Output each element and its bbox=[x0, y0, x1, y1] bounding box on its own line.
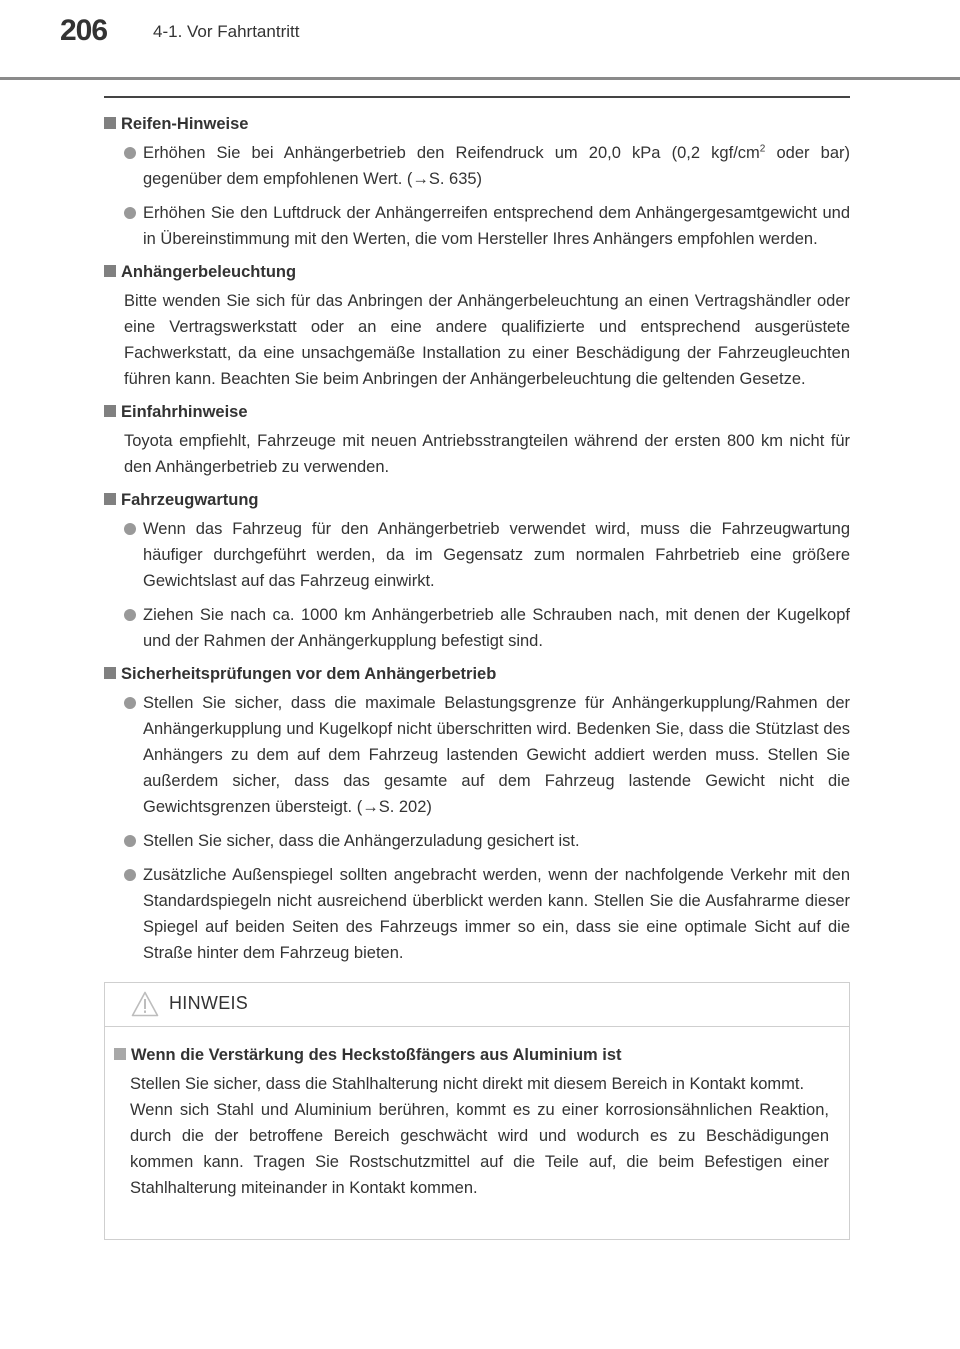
list-item: Ziehen Sie nach ca. 1000 km Anhängerbetrieb alle Schrauben nach, mit denen der Kugelkopf und der Rahmen der Anhängerkupplung befestigt sind. bbox=[104, 602, 850, 654]
list-item: Zusätzliche Außenspiegel sollten angebracht werden, wenn der nachfolgende Verkehr mit den Standardspiegeln nicht ausreichend überblickt werden kann. Stellen Sie die Ausfahrarme dieser Spiegel auf beiden Seiten des Fahrzeugs immer so ein, dass sie eine optimale Sicht auf die Straße hinter dem Fahrzeug bieten. bbox=[104, 862, 850, 966]
list-item: Wenn das Fahrzeug für den Anhängerbetrieb verwendet wird, muss die Fahrzeugwartung häufiger durchgeführt werden, da im Gegensatz zum normalen Fahrbetrieb eine größere Gewichtslast auf das Fahrzeug einwirkt. bbox=[104, 516, 850, 594]
notice-header bbox=[105, 983, 849, 1027]
circle-bullet-icon bbox=[124, 697, 136, 709]
square-bullet-icon bbox=[104, 493, 116, 505]
list-item: Erhöhen Sie bei Anhängerbetrieb den Reifendruck um 20,0 kPa (0,2 kgf/$cm^2$ oder bar) gegenüber dem empfohlenen Wert. (→S. 635) bbox=[104, 140, 850, 192]
square-bullet-icon bbox=[114, 1048, 126, 1060]
notice-label: HINWEIS bbox=[169, 993, 249, 1013]
circle-bullet-icon bbox=[124, 835, 136, 847]
paragraph: Toyota empfiehlt, Fahrzeuge mit neuen Antriebsstrangteilen während der ersten 800 km nicht für den Anhängerbetrieb zu verwenden. bbox=[124, 432, 850, 476]
section-heading: Sicherheitsprüfungen vor dem Anhängerbetrieb bbox=[104, 662, 850, 686]
square-bullet-icon bbox=[104, 265, 116, 277]
square-bullet-icon bbox=[104, 667, 116, 679]
list-item: Stellen Sie sicher, dass die Anhängerzuladung gesichert ist. bbox=[104, 828, 850, 854]
circle-bullet-icon bbox=[124, 147, 136, 159]
page-number: 206 bbox=[60, 14, 108, 47]
warning-triangle-icon bbox=[131, 991, 159, 1017]
section-heading: Reifen-Hinweise bbox=[104, 112, 850, 136]
notice-box bbox=[104, 982, 850, 1240]
list-item: Stellen Sie sicher, dass die maximale Belastungsgrenze für Anhängerkupplung/Rahmen der Anhängerkupplung und Kugelkopf nicht überschritten wird. Bedenken Sie, dass die Stützlast des Anhängers zu dem auf dem Fahrzeug lastenden Gewicht addiert werden muss. Stellen Sie außerdem sicher, dass das gesamte auf dem Fahrzeug lastende Gewicht nicht die Gewichtsgrenzen übersteigt. (→S. 202) bbox=[104, 690, 850, 820]
notice-text bbox=[113, 1071, 829, 1201]
page-header bbox=[0, 0, 960, 80]
divider bbox=[104, 96, 850, 98]
circle-bullet-icon bbox=[124, 609, 136, 621]
list-item: Erhöhen Sie den Luftdruck der Anhängerreifen entsprechend dem Anhängergesamtgewicht und in Übereinstimmung mit den Werten, die vom Hersteller Ihres Anhängers empfohlen werden. bbox=[104, 200, 850, 252]
paragraph: Wenn sich Stahl und Aluminium berühren, kommt es zu einer korrosionsähnlichen Reaktion, durch die der betroffene Bereich geschwächt wird und wodurch es zu Beschädigungen kommen kann. Tragen Sie Rostschutzmittel auf die Teile auf, die beim Befestigen einer Stahlhalterung miteinander in Kontakt kommen. bbox=[130, 1101, 829, 1197]
notice-heading: Wenn die Verstärkung des Heckstoßfängers aus Aluminium ist bbox=[113, 1043, 829, 1067]
section-heading: Anhängerbeleuchtung bbox=[104, 260, 850, 284]
circle-bullet-icon bbox=[124, 523, 136, 535]
paragraph: Bitte wenden Sie sich für das Anbringen der Anhängerbeleuchtung an einen Vertragshändler oder eine Vertragswerkstatt oder an eine andere qualifizierte und entsprechend ausgerüstete Fachwerkstatt, da eine unsachgemäße Installation zu einer Beschädigung der Fahrzeugleuchten führen kann. Beachten Sie beim Anbringen der Anhängerbeleuchtung die geltenden Gesetze. bbox=[124, 292, 850, 388]
circle-bullet-icon bbox=[124, 869, 136, 881]
main-content bbox=[104, 96, 850, 974]
circle-bullet-icon bbox=[124, 207, 136, 219]
notice-body bbox=[105, 1027, 849, 1201]
section-heading: Einfahrhinweise bbox=[104, 400, 850, 424]
square-bullet-icon bbox=[104, 405, 116, 417]
square-bullet-icon bbox=[104, 117, 116, 129]
section-heading: Fahrzeugwartung bbox=[104, 488, 850, 512]
section-title: 4-1. Vor Fahrtantritt bbox=[153, 22, 300, 41]
paragraph: Stellen Sie sicher, dass die Stahlhalterung nicht direkt mit diesem Bereich in Kontakt kommt. bbox=[130, 1075, 805, 1093]
